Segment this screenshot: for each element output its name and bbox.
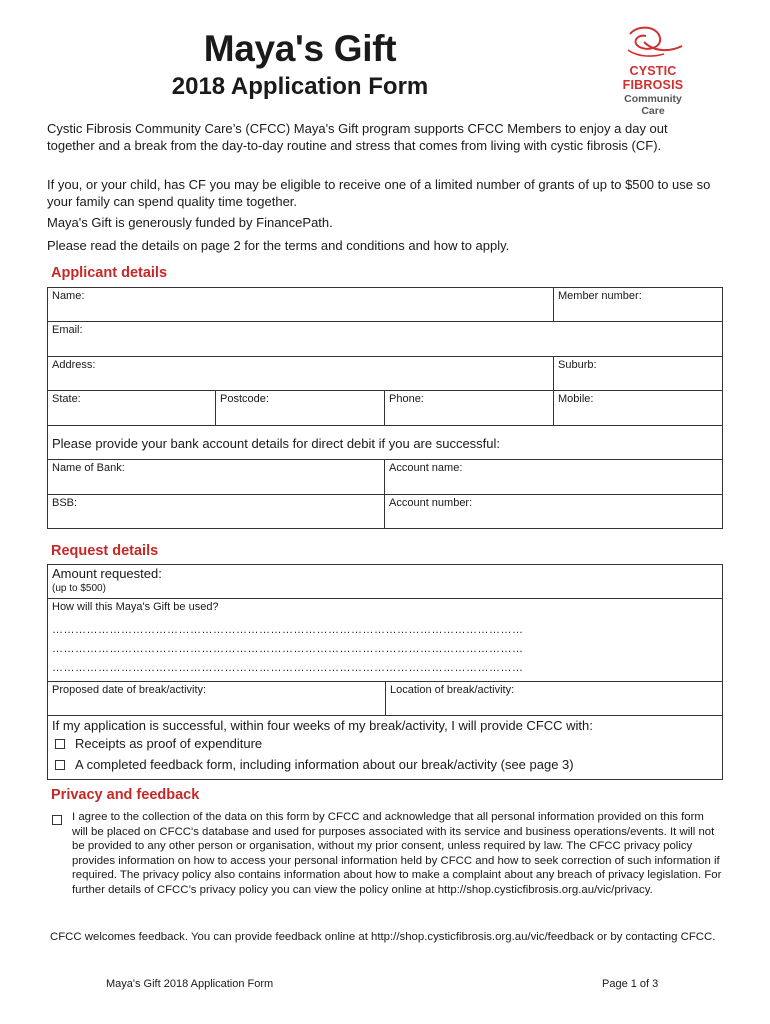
cfcc-logo (600, 26, 710, 118)
bsb-field[interactable]: BSB: (48, 495, 385, 528)
privacy-consent-text: I agree to the collection of the data on this form by CFCC and acknowledge that all personal information provided on this form will be placed on CFCC's database and used for purposes associated with its service and business operations/events. It will not be provided to any other person or organisation, without my prior consent, unless required by law. The CFCC privacy policy provides information on how to access your personal information held by CFCC and how to seek correction of such information if required. The privacy policy also contains information about how to make a complaint about any breach of privacy legislation. For further details of CFCC’s privacy policy you can view the policy online at http://shop.cysticfibrosis.org.au/vic/privacy. (72, 811, 722, 896)
account-number-field[interactable]: Account number: (389, 497, 473, 509)
receipts-checkbox[interactable] (55, 739, 65, 749)
usage-line-2[interactable]: …………………………………………………………………………………………………………… (52, 643, 524, 655)
name-field[interactable]: Name: (48, 288, 554, 321)
request-grid (47, 564, 723, 780)
logo-swirl-icon (620, 26, 686, 62)
usage-line-3[interactable]: …………………………………………………………………………………………………………… (52, 662, 524, 674)
form-subtitle: 2018 Application Form (171, 73, 429, 100)
footer-page-number: Page 1 of 3 (602, 978, 659, 990)
address-row (48, 357, 722, 391)
usage-row (48, 599, 722, 682)
email-field[interactable]: Email: (52, 324, 83, 336)
feedback-form-checkbox-row[interactable] (48, 754, 722, 775)
conditions-heading: If my application is successful, within four weeks of my break/activity, I will provide CFCC with: (52, 718, 593, 733)
logo-text-community: Community (624, 93, 682, 105)
suburb-field[interactable]: Suburb: (558, 359, 597, 371)
member-number-field[interactable]: Member number: (558, 290, 642, 302)
amount-field[interactable] (48, 565, 722, 598)
amount-note: (up to $500) (52, 583, 106, 594)
intro-paragraph-1: Cystic Fibrosis Community Care’s (CFCC) Maya's Gift program supports CFCC Members to enjoy a day out together and a break from the day-to-day routine and stress that comes from living with cystic fibrosis (CF). (47, 121, 668, 153)
privacy-section-title: Privacy and feedback (51, 787, 200, 803)
amount-label: Amount requested: (52, 566, 162, 581)
feedback-text: CFCC welcomes feedback. You can provide feedback online at http://shop.cysticfibrosis.org.au/vic/feedback or by contacting CFCC. (50, 931, 716, 943)
phone-field[interactable]: Phone: (385, 391, 554, 425)
intro-paragraph-3: Maya's Gift is generously funded by FinancePath. (47, 215, 333, 230)
email-row (48, 322, 722, 357)
applicant-grid (47, 287, 723, 529)
receipts-label: Receipts as proof of expenditure (75, 736, 263, 751)
logo-text-fibrosis: FIBROSIS (622, 78, 684, 92)
date-row (48, 682, 722, 716)
intro-paragraph-2: If you, or your child, has CF you may be eligible to receive one of a limited number of grants of up to $500 to use so your family can spend quality time together. (47, 177, 711, 209)
footer-form-name: Maya's Gift 2018 Application Form (106, 978, 274, 990)
amount-row (48, 565, 722, 599)
location-field[interactable]: Location of break/activity: (390, 684, 515, 696)
intro-paragraph-4: Please read the details on page 2 for the terms and conditions and how to apply. (47, 238, 510, 253)
bank-name-field[interactable]: Name of Bank: (48, 460, 385, 494)
bank-heading: Please provide your bank account details for direct debit if you are successful: (52, 436, 501, 451)
name-row (48, 288, 722, 322)
state-row (48, 391, 722, 426)
state-field[interactable]: State: (48, 391, 216, 425)
form-title: Maya's Gift (203, 28, 397, 69)
proposed-date-field[interactable]: Proposed date of break/activity: (48, 682, 386, 715)
conditions-row (48, 716, 722, 779)
usage-line-1[interactable]: …………………………………………………………………………………………………………… (52, 624, 524, 636)
feedback-form-label: A completed feedback form, including information about our break/activity (see page 3) (75, 757, 574, 772)
account-name-field[interactable]: Account name: (389, 462, 463, 474)
applicant-section-title: Applicant details (51, 265, 168, 281)
receipts-checkbox-row[interactable] (48, 733, 722, 754)
address-field[interactable]: Address: (48, 357, 554, 390)
request-section-title: Request details (51, 543, 159, 559)
postcode-field[interactable]: Postcode: (216, 391, 385, 425)
bank-heading-row (48, 426, 722, 460)
feedback-form-checkbox[interactable] (55, 760, 65, 770)
logo-text-care: Care (641, 105, 665, 117)
bsb-row (48, 495, 722, 528)
privacy-consent-checkbox[interactable] (52, 815, 62, 825)
mobile-field[interactable]: Mobile: (558, 393, 594, 405)
usage-label: How will this Maya's Gift be used? (52, 601, 219, 613)
bank-row (48, 460, 722, 495)
logo-text-cystic: CYSTIC (629, 64, 677, 78)
